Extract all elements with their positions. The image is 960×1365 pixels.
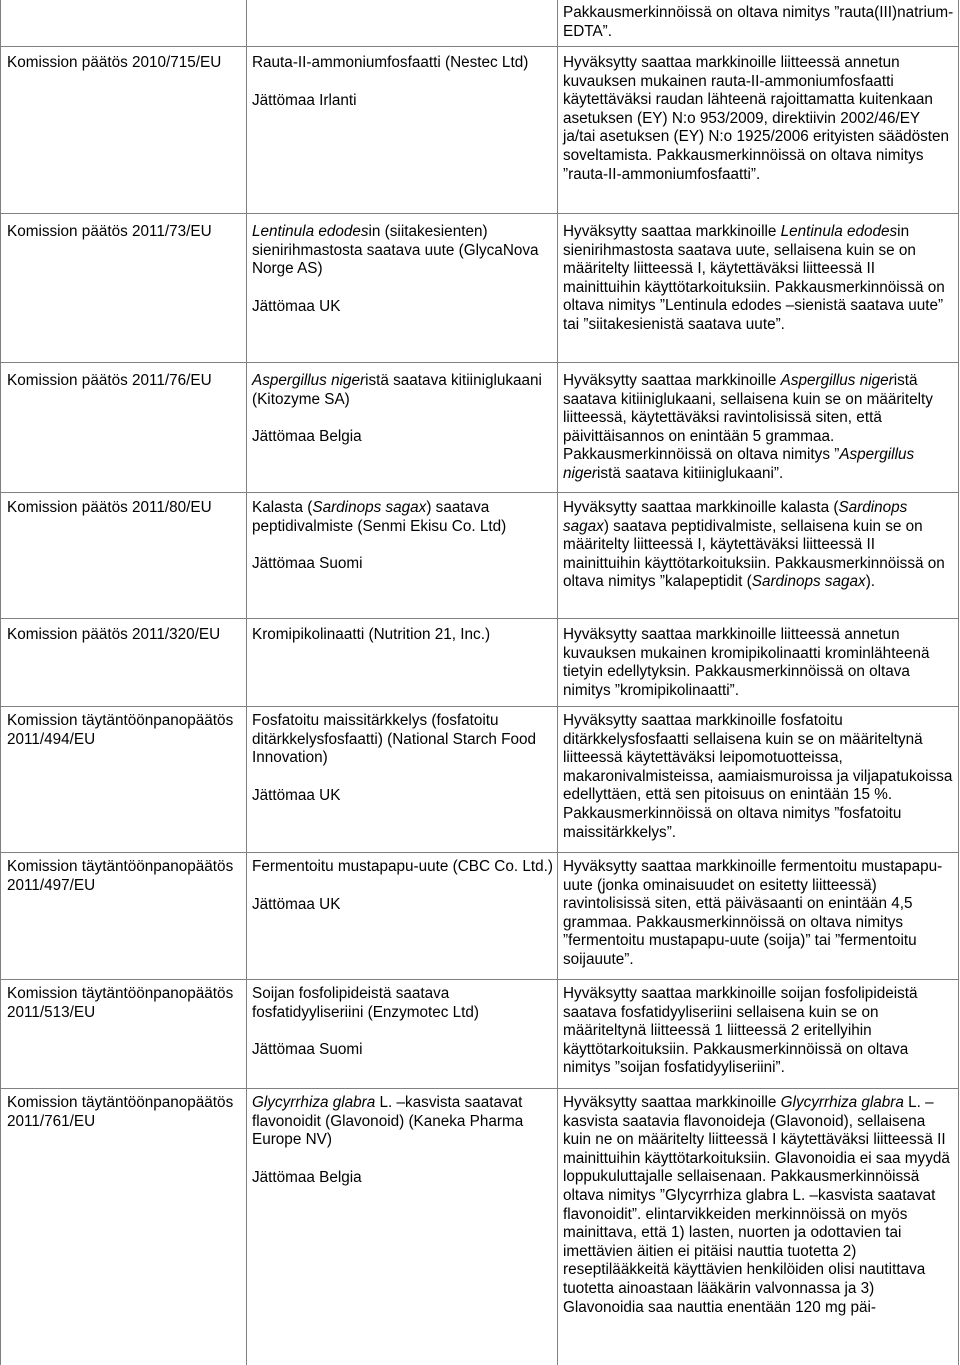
row-8-description (563, 985, 955, 1078)
text-run: Hyväksytty saattaa markkinoille (563, 223, 781, 240)
authorisation-text: Hyväksytty saattaa markkinoille soijan fosfolipideistä saatava fosfatidyyliseriini sellaisena kuin se on määriteltynä liitteessä 1 liitteessä 2 eritellyihin käyttötarkoituksiin. Pakkausmerkinnöissä on oltava nimitys ”soijan fosfatidyyliseriini”. (563, 985, 918, 1077)
table-border-left (0, 0, 1, 1365)
row-4-description (563, 499, 955, 592)
species-name: Lentinula edodes (780, 223, 898, 240)
species-name: Aspergillus niger (780, 372, 894, 389)
species-name: Glycyrrhiza glabra (252, 1094, 376, 1111)
table-rule (0, 852, 958, 853)
row-7-decision (7, 858, 245, 895)
product-name (252, 1094, 554, 1150)
row-8-product (252, 985, 554, 1060)
text-run: Hyväksytty saattaa markkinoille (563, 372, 781, 389)
text-run: Hyväksytty saattaa markkinoille (563, 1094, 781, 1111)
row-6-product (252, 712, 554, 805)
row-9-description (563, 1094, 955, 1317)
authorisation-text (563, 1094, 955, 1317)
decision-reference: Komission täytäntöönpanopäätös 2011/494/EU (7, 712, 234, 748)
authorisation-text: Hyväksytty saattaa markkinoille liitteessä annetun kuvauksen mukainen kromipikolinaatti krominlähteenä tietyin edellytyksin. Pakkausmerkinnöissä on oltava nimitys ”kromipikolinaatti”. (563, 626, 930, 699)
row-6-decision (7, 712, 245, 749)
product-name-text: L. –kasvista saatavat flavonoidit (Glavonoid) (Kaneka Pharma Europe NV) (252, 1094, 524, 1149)
table-rule (0, 46, 246, 47)
authorisation-text: Hyväksytty saattaa markkinoille liitteessä annetun kuvauksen mukainen rauta-II-ammoniumfosfaatti käytettäväksi raudan lähteenä rajoittamatta kuitenkaan asetuksen (EY) N:o 953/2009, direktiivin 2002/46/EY ja/tai asetuksen (EY) N:o 1925/2006 erityisten säädösten soveltamista. Pakkausmerkinnöissä on oltava nimitys ”rauta-II-ammoniumfosfaatti”. (563, 54, 950, 183)
applicant-country: Jättömaa UK (252, 895, 341, 913)
authorisation-text: Hyväksytty saattaa markkinoille fermentoitu mustapapu-uute (jonka ominaisuudet on esitetty liitteessä) ravintolisissä siten, että päiväsaanti on enintään 4,5 grammaa. Pakkausmerkinnöissä on oltava nimitys ”fermentoitu mustapapu-uute (soija)” tai ”fermentoitu soijauute”. (563, 858, 943, 968)
product-name: Soijan fosfolipideistä saatava fosfatidyyliseriini (Enzymotec Ltd) (252, 985, 479, 1021)
row-2-decision (7, 223, 245, 242)
table-divider-1 (246, 0, 247, 1365)
applicant-country: Jättömaa UK (252, 297, 341, 315)
text-run: in sienirihmastosta saatava uute, sellaisena kuin se on määritelty liitteessä I, käytettäväksi liitteessä II mainittuihin käyttötarkoituksiin. Pakkausmerkinnöissä on oltava nimitys ”Lentinula edodes –sienistä saatava uute” tai ”siitakesienistä saatava uute”. (563, 223, 945, 333)
decision-reference: Komission täytäntöönpanopäätös 2011/513/EU (7, 985, 234, 1021)
applicant-country: Jättömaa Irlanti (252, 91, 357, 109)
product-name: Fosfatoitu maissitärkkelys (fosfatoitu ditärkkelysfosfaatti) (National Starch Food Innovation) (252, 712, 536, 767)
row-3-product (252, 372, 554, 447)
applicant-country: Jättömaa UK (252, 786, 341, 804)
product-name (252, 223, 554, 279)
row-3-decision (7, 372, 245, 391)
row-5-description (563, 626, 955, 700)
decision-reference: Komission päätös 2011/76/EU (7, 372, 212, 389)
table-rule (0, 362, 958, 363)
row-9-decision (7, 1094, 245, 1131)
table-rule (0, 706, 958, 707)
species-name: Lentinula edodes (252, 223, 369, 240)
applicant-country: Jättömaa Belgia (252, 428, 362, 446)
product-name-text: in (siitakesienten) sienirihmastosta saatava uute (GlycaNova Norge AS) (252, 223, 539, 278)
product-name-text: Kalasta ( (252, 499, 313, 516)
product-name-text: istä saatava kitiiniglukaani (Kitozyme SA) (252, 372, 542, 408)
authorisation-text (563, 372, 955, 484)
row-1-product (252, 54, 554, 110)
authorisation-text: Hyväksytty saattaa markkinoille fosfatoitu ditärkkelysfosfaatti sellaisena kuin se on määriteltynä liitteessä käytettäväksi leipomotuotteissa, makaronivalmisteissa, aamiaismuroissa ja viljapatukoissa edellyttäen, että sen pitoisuus on enintään 15 %. Pakkausmerkinnöissä on oltava nimitys ”fosfatoitu maissitärkkelys”. (563, 712, 953, 841)
row-5-product (252, 626, 554, 645)
text-run: ). (865, 573, 876, 591)
row-7-product (252, 858, 554, 914)
text-run: istä saatava kitiiniglukaani”. (597, 464, 784, 482)
authorisation-text (563, 223, 955, 335)
text-run: L. –kasvista saatavia flavonoideja (Glavonoid), sellaisena kuin ne on määritelty liitteessä I käytettäväksi liitteessä II mainittuihin käyttötarkoituksiin. Glavonoidia ei saa myydä loppukuluttajalle sellaisenaan. Pakkausmerkinnöissä oltava nimitys ”Glycyrrhiza glabra L. –kasvista saatavat flavonoidit”. elintarvikkeiden merkinnöissä on myös mainittava, että 1) lasten, nuorten ja odottavien tai imettävien äitien ei pitäisi nauttia tuotetta 2) reseptilääkkeitä käyttävien henkilöiden olisi nautittava tuotetta ainoastaan lääkärin valvonnassa ja 3) Glavonoidia saa nauttia enentään 120 mg päi- (563, 1094, 950, 1316)
applicant-country: Jättömaa Belgia (252, 1168, 362, 1186)
table-divider-2 (557, 0, 558, 1365)
species-name: Sardinops sagax (563, 499, 908, 535)
row-7-description (563, 858, 955, 970)
species-name: Glycyrrhiza glabra (780, 1094, 904, 1111)
label-note: Pakkausmerkinnöissä on oltava nimitys ”rauta(III)natrium-EDTA”. (563, 4, 954, 40)
table-rule (0, 1088, 958, 1089)
species-name: Sardinops sagax (751, 573, 866, 591)
table-rule (0, 492, 958, 493)
table-rule (557, 46, 958, 47)
row-6-description (563, 712, 955, 842)
product-name: Rauta-II-ammoniumfosfaatti (Nestec Ltd) (252, 54, 529, 71)
species-name: Sardinops sagax (312, 499, 427, 516)
row-2-description (563, 223, 955, 335)
table-rule (0, 213, 958, 214)
decision-reference: Komission päätös 2011/320/EU (7, 626, 221, 643)
decision-reference: Komission päätös 2011/80/EU (7, 499, 212, 516)
row-3-description (563, 372, 955, 484)
product-name (252, 499, 554, 536)
row-1-decision (7, 54, 245, 73)
applicant-country: Jättömaa Suomi (252, 555, 363, 573)
species-name: Aspergillus niger (252, 372, 366, 389)
table-rule (0, 618, 958, 619)
decision-reference: Komission päätös 2011/73/EU (7, 223, 212, 240)
row-8-decision (7, 985, 245, 1022)
text-run: ) saatava peptidivalmiste, sellaisena kuin se on määritelty liitteessä I, käytettäväksi liitteessä II mainittuihin käyttötarkoituksiin. Pakkausmerkinnöissä on oltava nimitys ”kalapeptidit ( (563, 517, 945, 591)
text-run: istä saatava kitiiniglukaani, sellaisena kuin se on määritelty liitteessä, käytettäväksi ravintolisissä siten, että päivittäisannos on enintään 5 grammaa. Pakkausmerkinnöissä on oltava nimitys ” (563, 372, 933, 464)
decision-reference: Komission päätös 2010/715/EU (7, 54, 222, 71)
table-border-right (958, 0, 959, 1365)
row-5-decision (7, 626, 245, 645)
row-4-product (252, 499, 554, 574)
table-rule (0, 979, 958, 980)
applicant-country: Jättömaa Suomi (252, 1041, 363, 1059)
row-4-decision (7, 499, 245, 518)
product-name: Kromipikolinaatti (Nutrition 21, Inc.) (252, 626, 491, 643)
product-name-text: ) saatava peptidivalmiste (Senmi Ekisu Co. Ltd) (252, 499, 507, 535)
decision-reference: Komission täytäntöönpanopäätös 2011/497/EU (7, 858, 234, 894)
product-name: Fermentoitu mustapapu-uute (CBC Co. Ltd.) (252, 858, 553, 875)
authorisation-text (563, 499, 955, 592)
text-run: Hyväksytty saattaa markkinoille kalasta ( (563, 499, 839, 516)
row-1-description (563, 54, 955, 184)
product-name (252, 372, 554, 409)
row-2-product (252, 223, 554, 316)
species-name: Aspergillus niger (563, 446, 915, 482)
continued-label-note (563, 4, 955, 41)
decision-reference: Komission täytäntöönpanopäätös 2011/761/EU (7, 1094, 234, 1130)
row-9-product (252, 1094, 554, 1187)
table-rule (246, 46, 557, 47)
